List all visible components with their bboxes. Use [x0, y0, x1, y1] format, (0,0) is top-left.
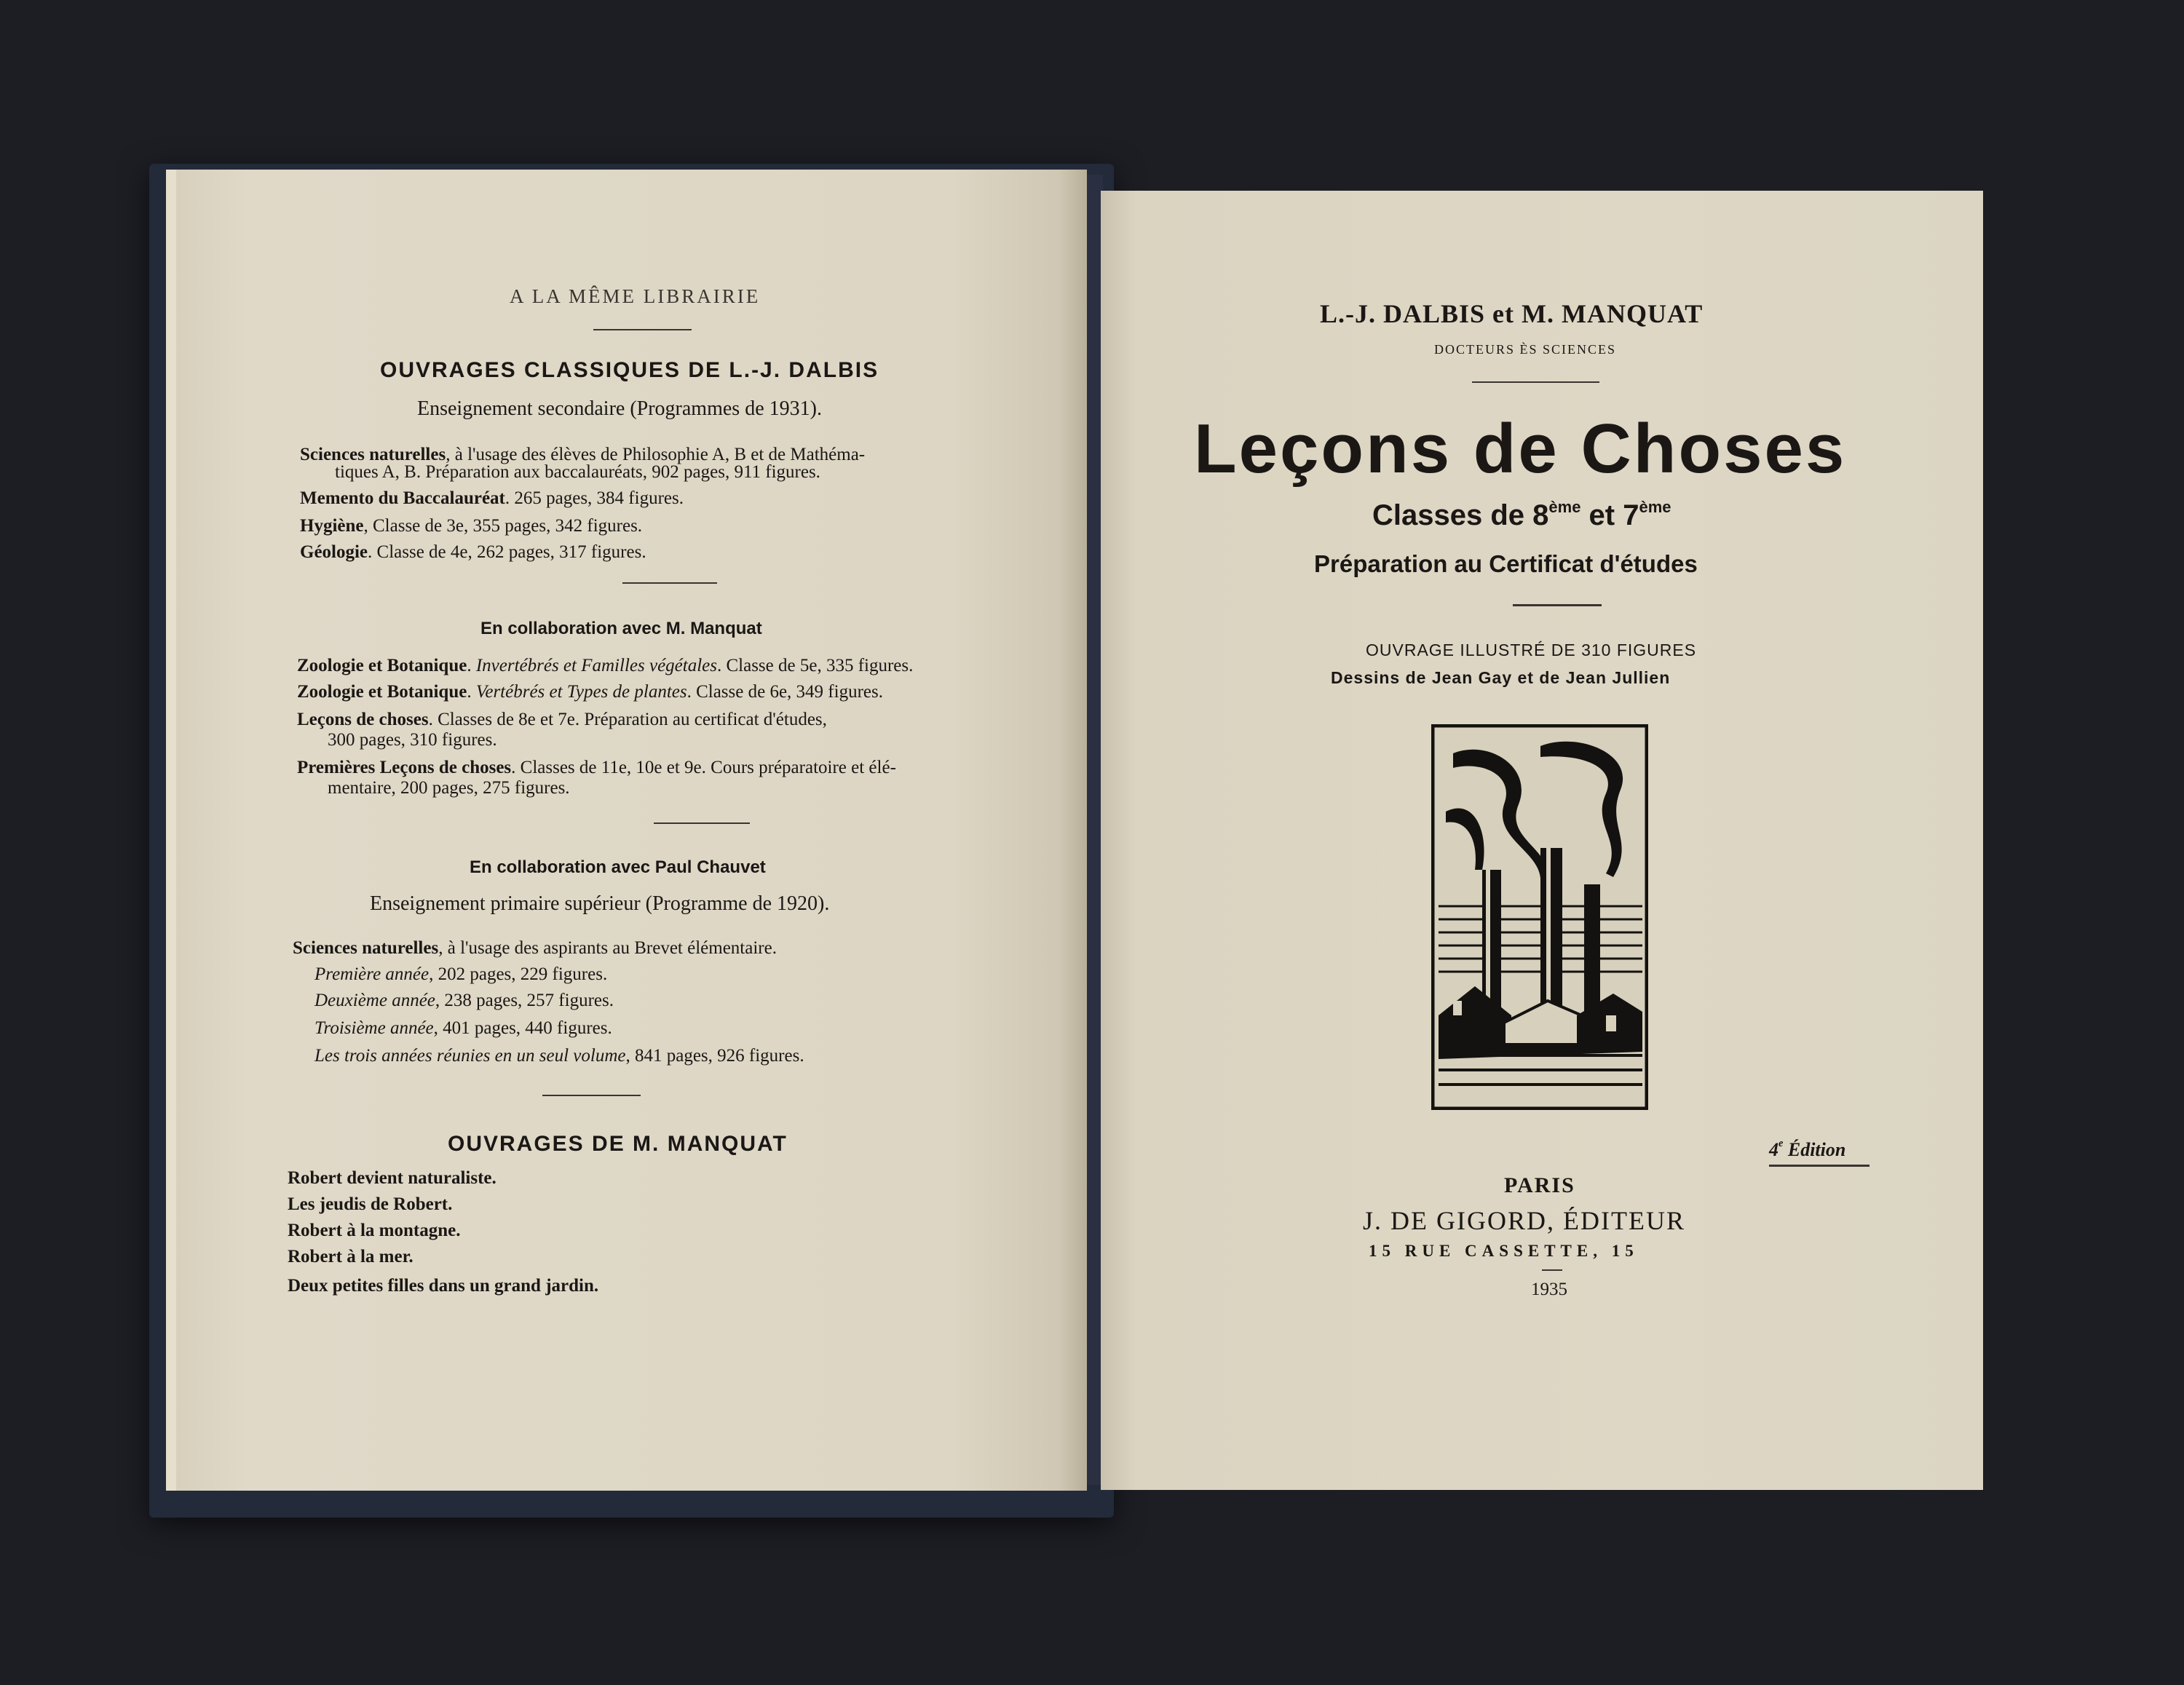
illustrated-note: OUVRAGE ILLUSTRÉ DE 310 FIGURES	[1366, 641, 1697, 659]
list-item: Les jeudis de Robert.	[288, 1194, 453, 1214]
list-item: Deuxième année, 238 pages, 257 figures.	[314, 991, 614, 1010]
list-item: Première année, 202 pages, 229 figures.	[314, 964, 608, 984]
list-item: Robert à la mer.	[288, 1247, 414, 1266]
list-item: Troisième année, 401 pages, 440 figures.	[314, 1018, 612, 1038]
list-item: Les trois années réunies en un seul volume, 841 pages, 926 figures.	[314, 1046, 804, 1066]
divider	[622, 582, 717, 584]
divider	[1472, 381, 1599, 383]
divider	[542, 1095, 641, 1096]
drawings-credit: Dessins de Jean Gay et de Jean Jullien	[1331, 668, 1671, 687]
list-item: Memento du Baccalauréat. 265 pages, 384 figures.	[300, 488, 684, 508]
section-subtitle-primaire: Enseignement primaire supérieur (Programme de 1920).	[370, 892, 830, 915]
list-item: Robert à la montagne.	[288, 1221, 461, 1240]
list-item: Zoologie et Botanique. Vertébrés et Types de plantes. Classe de 6e, 349 figures.	[297, 682, 883, 702]
list-item: Zoologie et Botanique. Invertébrés et Familles végétales. Classe de 5e, 335 figures.	[297, 656, 914, 675]
list-item-continuation: tiques A, B. Préparation aux baccalauréats, 902 pages, 911 figures.	[335, 462, 820, 482]
list-item-continuation: mentaire, 200 pages, 275 figures.	[328, 778, 570, 798]
list-item: Leçons de choses. Classes de 8e et 7e. Préparation au certificat d'études,	[297, 710, 827, 729]
list-item: Robert devient naturaliste.	[288, 1168, 496, 1188]
factory-illustration	[1431, 724, 1648, 1110]
section-title-manquat-works: OUVRAGES DE M. MANQUAT	[448, 1132, 788, 1156]
publication-year: 1935	[1531, 1280, 1567, 1299]
list-item: Sciences naturelles, à l'usage des aspirants au Brevet élémentaire.	[293, 938, 777, 958]
classes-line: Classes de 8ème et 7ème	[1372, 498, 1671, 531]
list-item: Géologie. Classe de 4e, 262 pages, 317 figures.	[300, 542, 646, 562]
divider	[654, 822, 750, 824]
section-title-chauvet-collab: En collaboration avec Paul Chauvet	[470, 857, 766, 877]
list-item: Premières Leçons de choses. Classes de 11e, 10e et 9e. Cours préparatoire et élé-	[297, 758, 896, 777]
divider	[593, 329, 692, 330]
divider	[1542, 1269, 1562, 1271]
edition-label: 4e Édition	[1769, 1138, 1846, 1160]
edition-underline	[1769, 1165, 1870, 1167]
list-item-continuation: 300 pages, 310 figures.	[328, 730, 497, 750]
section-title-manquat-collab: En collaboration avec M. Manquat	[480, 619, 762, 638]
publisher: J. DE GIGORD, ÉDITEUR	[1363, 1206, 1685, 1235]
list-item: Sciences naturelles, à l'usage des élèves de Philosophie A, B et de Mathéma-	[300, 445, 866, 464]
address: 15 RUE CASSETTE, 15	[1369, 1242, 1639, 1260]
section-title-dalbis: OUVRAGES CLASSIQUES DE L.-J. DALBIS	[380, 358, 879, 382]
divider	[1513, 604, 1602, 606]
list-item: Hygiène, Classe de 3e, 355 pages, 342 figures.	[300, 516, 643, 536]
book-title: Leçons de Choses	[1194, 410, 1847, 488]
book-subtitle: Préparation au Certificat d'études	[1314, 550, 1698, 577]
list-item: Deux petites filles dans un grand jardin.	[288, 1276, 599, 1296]
city: PARIS	[1504, 1173, 1575, 1197]
authors: L.-J. DALBIS et M. MANQUAT	[1320, 299, 1704, 328]
section-subtitle-secondaire: Enseignement secondaire (Programmes de 1931).	[417, 397, 822, 420]
left-page-header: A LA MÊME LIBRAIRIE	[510, 285, 761, 307]
authors-title: DOCTEURS ÈS SCIENCES	[1434, 342, 1617, 357]
